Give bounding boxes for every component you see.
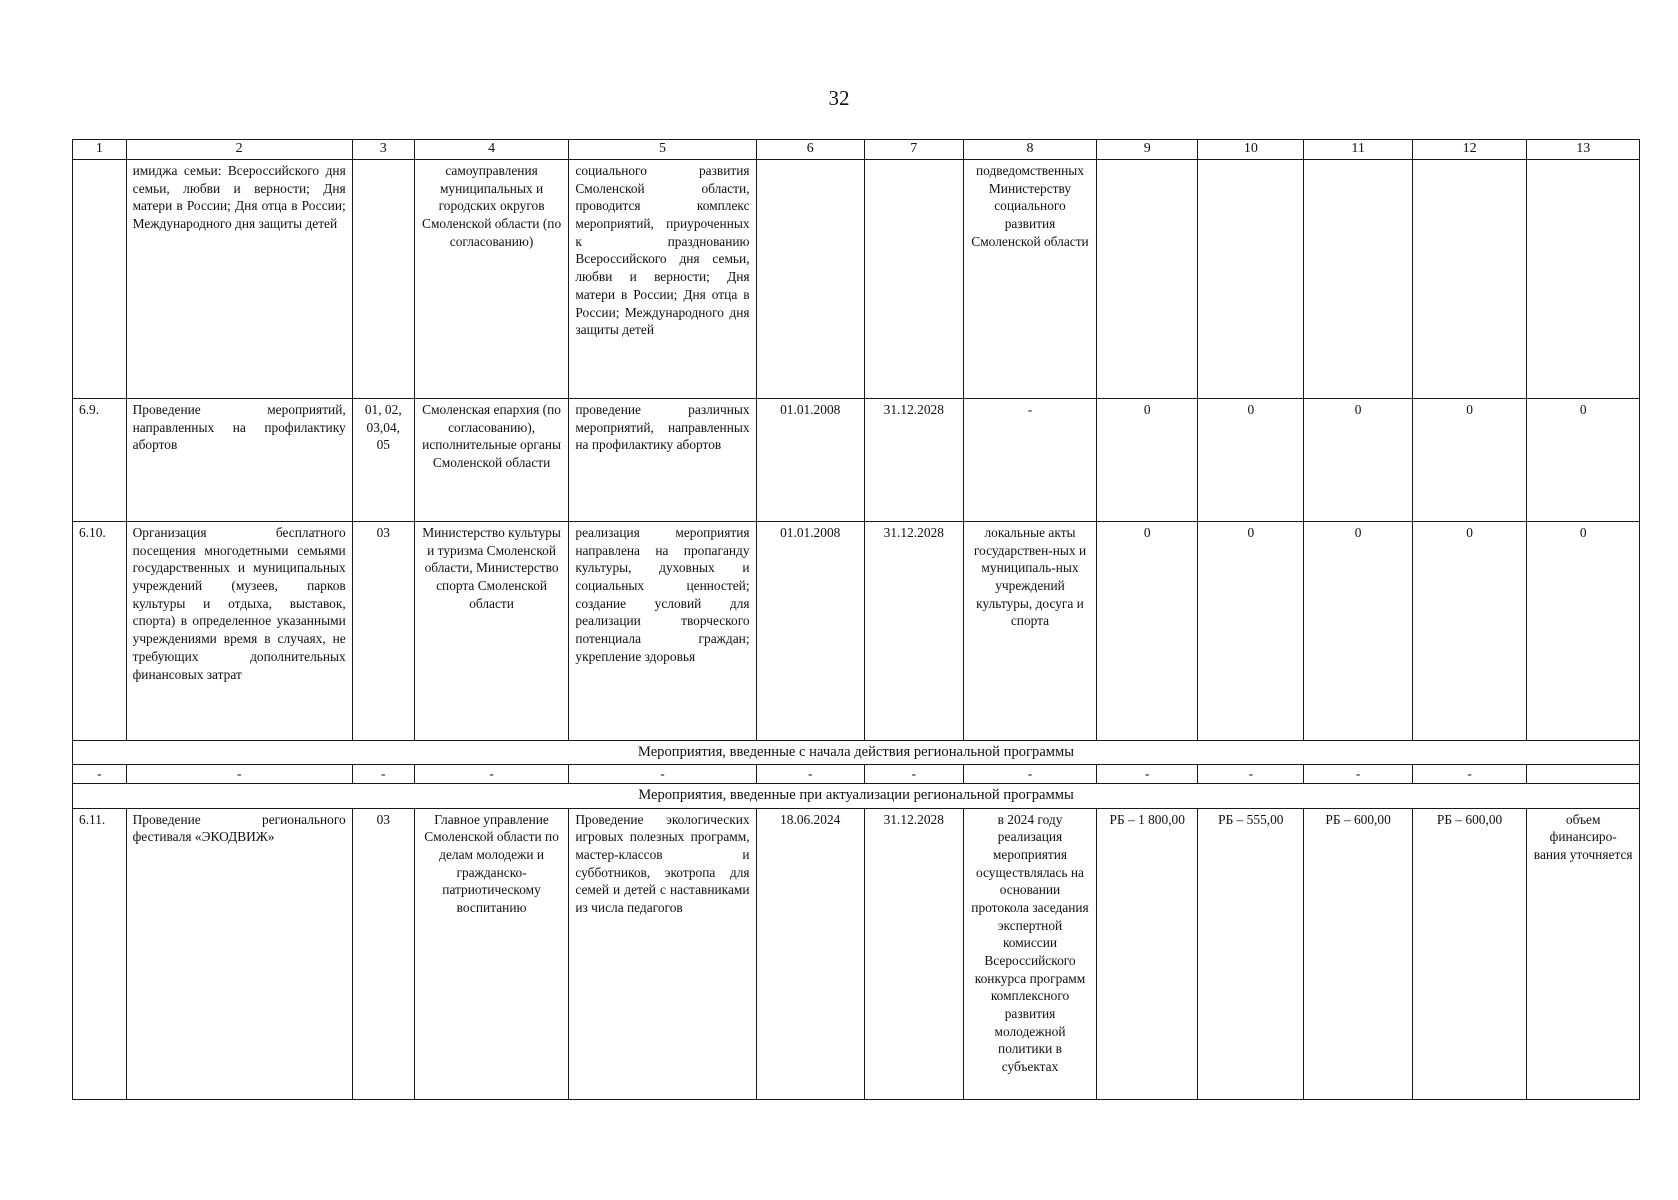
cell-basis: в 2024 году реализация мероприятия осуществлялась на основании протокола заседания экспертной комиссии Всероссийского конкурса программ комплексного развития молодежной политики в субъектах [963,808,1097,1099]
cell-num [73,160,127,399]
cell-code [352,160,414,399]
section-title-regional: Мероприятия, введенные с начала действия региональной программы [73,741,1640,765]
column-header: 2 [126,140,352,160]
cell-col12: РБ – 600,00 [1412,808,1527,1099]
cell-basis: - [963,399,1097,522]
cell-num: 6.11. [73,808,127,1099]
dash-cell: - [963,765,1097,784]
dash-cell: - [126,765,352,784]
dash-cell: - [1198,765,1304,784]
dash-cell [1527,765,1640,784]
empty-dash-row [73,765,1640,784]
cell-end: 31.12.2028 [864,808,963,1099]
column-header: 1 [73,140,127,160]
cell-col11 [1304,160,1412,399]
cell-col9 [1097,160,1198,399]
dash-cell: - [569,765,756,784]
cell-col13 [1527,160,1640,399]
cell-executor: самоуправления муниципальных и городских округов Смоленской области (по согласованию) [414,160,569,399]
cell-end: 31.12.2028 [864,399,963,522]
column-header: 13 [1527,140,1640,160]
cell-col9: РБ – 1 800,00 [1097,808,1198,1099]
cell-description: реализация мероприятия направлена на пропаганду культуры, духовных и социальных ценностей; создание условий для реализации творческого потенциала граждан; укрепление здоровья [569,522,756,741]
cell-col10: 0 [1198,522,1304,741]
cell-description: Проведение экологических игровых полезных программ, мастер-классов и субботников, экотропа для семей и детей с наставниками из числа педагогов [569,808,756,1099]
cell-col10 [1198,160,1304,399]
cell-col12: 0 [1412,522,1527,741]
cell-col13: объем финансиро-вания уточняется [1527,808,1640,1099]
cell-basis: локальные акты государствен-ных и муниципаль-ных учреждений культуры, досуга и спорта [963,522,1097,741]
cell-col12 [1412,160,1527,399]
cell-start: 01.01.2008 [756,522,864,741]
cell-description: социального развития Смоленской области, проводится комплекс мероприятий, приуроченных к празднованию Всероссийского дня семьи, любви и верности; Дня матери в России; Дня отца в России; Международного дня защиты детей [569,160,756,399]
column-header: 12 [1412,140,1527,160]
cell-col10: 0 [1198,399,1304,522]
section-title-update: Мероприятия, введенные при актуализации региональной программы [73,784,1640,808]
cell-executor: Главное управление Смоленской области по делам молодежи и гражданско-патриотическому воспитанию [414,808,569,1099]
column-header: 5 [569,140,756,160]
cell-col13: 0 [1527,522,1640,741]
column-header: 10 [1198,140,1304,160]
page-number: 32 [828,86,850,110]
dash-cell: - [352,765,414,784]
cell-num: 6.9. [73,399,127,522]
table-row [73,399,1640,522]
cell-start: 01.01.2008 [756,399,864,522]
dash-cell: - [414,765,569,784]
dash-cell: - [864,765,963,784]
cell-col11: 0 [1304,399,1412,522]
column-header: 6 [756,140,864,160]
cell-col9: 0 [1097,399,1198,522]
cell-start [756,160,864,399]
cell-description: проведение различных мероприятий, направленных на профилактику абортов [569,399,756,522]
dash-cell: - [73,765,127,784]
cell-executor: Смоленская епархия (по согласованию), исполнительные органы Смоленской области [414,399,569,522]
column-number-header-row [73,140,1640,160]
cell-col11: 0 [1304,522,1412,741]
cell-col9: 0 [1097,522,1198,741]
dash-cell: - [1412,765,1527,784]
dash-cell: - [1304,765,1412,784]
cell-code: 03 [352,808,414,1099]
cell-code: 03 [352,522,414,741]
column-header: 9 [1097,140,1198,160]
cell-basis: подведомственных Министерству социального развития Смоленской области [963,160,1097,399]
table-row-continuation [73,160,1640,399]
cell-end: 31.12.2028 [864,522,963,741]
column-header: 4 [414,140,569,160]
cell-col11: РБ – 600,00 [1304,808,1412,1099]
section-header-row [73,784,1640,808]
column-header: 8 [963,140,1097,160]
column-header: 7 [864,140,963,160]
cell-executor: Министерство культуры и туризма Смоленской области, Министерство спорта Смоленской области [414,522,569,741]
dash-cell: - [1097,765,1198,784]
cell-activity-name: Организация бесплатного посещения многодетными семьями государственных и муниципальных учреждений (музеев, парков культуры и отдыха, выставок, спорта) в определенное указанными учреждениями время в случаях, не требующих дополнительных финансовых затрат [126,522,352,741]
program-activities-table [72,139,1640,1100]
dash-cell: - [756,765,864,784]
cell-col10: РБ – 555,00 [1198,808,1304,1099]
cell-col12: 0 [1412,399,1527,522]
section-header-row [73,741,1640,765]
column-header: 11 [1304,140,1412,160]
cell-activity-name: имиджа семьи: Всероссийского дня семьи, любви и верности; Дня матери в России; Дня отца в России; Международного дня защиты детей [126,160,352,399]
cell-end [864,160,963,399]
cell-num: 6.10. [73,522,127,741]
table-row [73,808,1640,1099]
cell-activity-name: Проведение мероприятий, направленных на профилактику абортов [126,399,352,522]
cell-code: 01, 02, 03,04, 05 [352,399,414,522]
column-header: 3 [352,140,414,160]
cell-col13: 0 [1527,399,1640,522]
table-row [73,522,1640,741]
cell-activity-name: Проведение регионального фестиваля «ЭКОДВИЖ» [126,808,352,1099]
cell-start: 18.06.2024 [756,808,864,1099]
